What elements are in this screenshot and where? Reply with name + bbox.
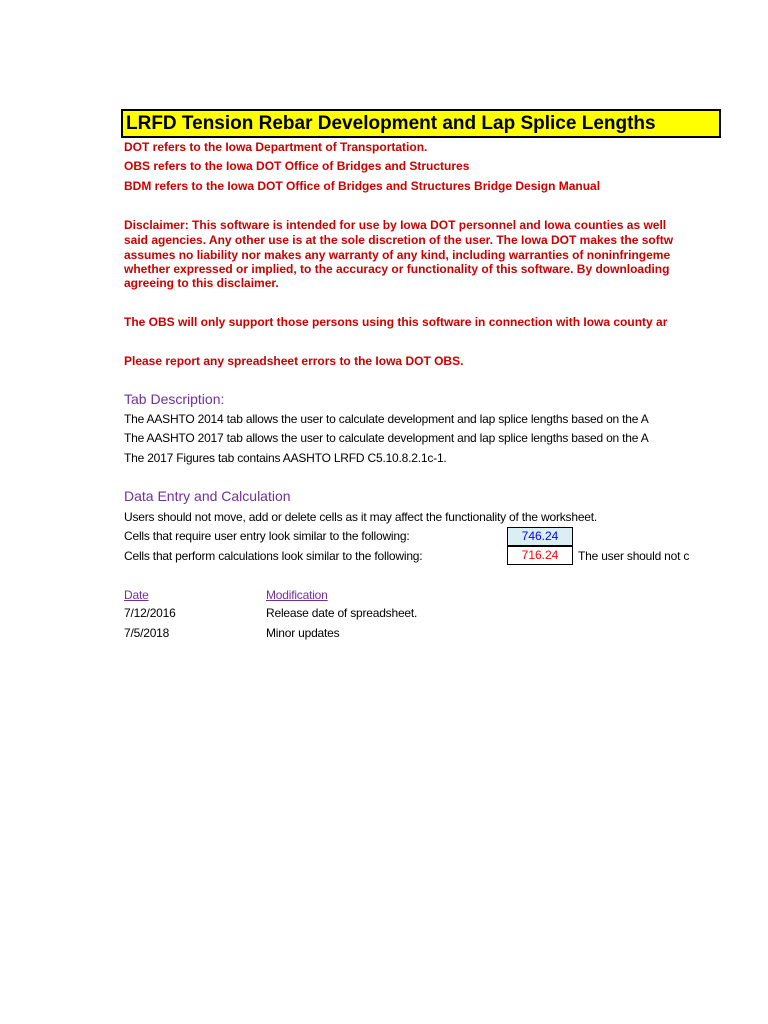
history-modification-header[interactable]: Modification	[266, 588, 328, 602]
history-row-1-date[interactable]: 7/12/2016	[124, 606, 176, 620]
disclaimer-line-4[interactable]: whether expressed or implied, to the accuracy or functionality of this software. By downloading	[124, 262, 670, 276]
definition-obs[interactable]: OBS refers to the Iowa DOT Office of Bridges and Structures	[124, 159, 470, 173]
sample-calc-cell[interactable]: 716.24	[507, 546, 573, 565]
calc-cell-note[interactable]: The user should not c	[578, 549, 690, 563]
tab-description-line-3[interactable]: The 2017 Figures tab contains AASHTO LRFD C5.10.8.2.1c-1.	[124, 451, 447, 465]
sample-input-cell[interactable]: 746.24	[507, 527, 573, 546]
tab-description-line-2[interactable]: The AASHTO 2017 tab allows the user to calculate development and lap splice lengths based on the A	[124, 431, 649, 445]
tab-description-heading[interactable]: Tab Description:	[124, 391, 225, 407]
history-row-2-date[interactable]: 7/5/2018	[124, 626, 170, 640]
history-row-2-modification[interactable]: Minor updates	[266, 626, 340, 640]
report-note[interactable]: Please report any spreadsheet errors to the Iowa DOT OBS.	[124, 354, 464, 368]
disclaimer-line-5[interactable]: agreeing to this disclaimer.	[124, 276, 279, 290]
history-date-header[interactable]: Date	[124, 588, 149, 602]
sheet-title[interactable]: LRFD Tension Rebar Development and Lap Splice Lengths	[121, 109, 721, 138]
calc-cell-label[interactable]: Cells that perform calculations look similar to the following:	[124, 549, 423, 563]
tab-description-line-1[interactable]: The AASHTO 2014 tab allows the user to calculate development and lap splice lengths based on the A	[124, 412, 649, 426]
support-note[interactable]: The OBS will only support those persons using this software in connection with Iowa county ar	[124, 315, 668, 329]
definition-bdm[interactable]: BDM refers to the Iowa DOT Office of Bridges and Structures Bridge Design Manual	[124, 179, 601, 193]
definition-dot[interactable]: DOT refers to the Iowa Department of Transportation.	[124, 140, 428, 154]
history-row-1-modification[interactable]: Release date of spreadsheet.	[266, 606, 418, 620]
input-cell-label[interactable]: Cells that require user entry look similar to the following:	[124, 529, 410, 543]
disclaimer-line-2[interactable]: said agencies. Any other use is at the sole discretion of the user. The Iowa DOT makes the softw	[124, 233, 674, 247]
disclaimer-line-1[interactable]: Disclaimer: This software is intended for use by Iowa DOT personnel and Iowa counties as well	[124, 218, 667, 232]
disclaimer-line-3[interactable]: assumes no liability nor makes any warranty of any kind, including warranties of noninfringeme	[124, 248, 671, 262]
data-entry-heading[interactable]: Data Entry and Calculation	[124, 488, 291, 504]
data-entry-note[interactable]: Users should not move, add or delete cells as it may affect the functionality of the worksheet.	[124, 510, 598, 524]
